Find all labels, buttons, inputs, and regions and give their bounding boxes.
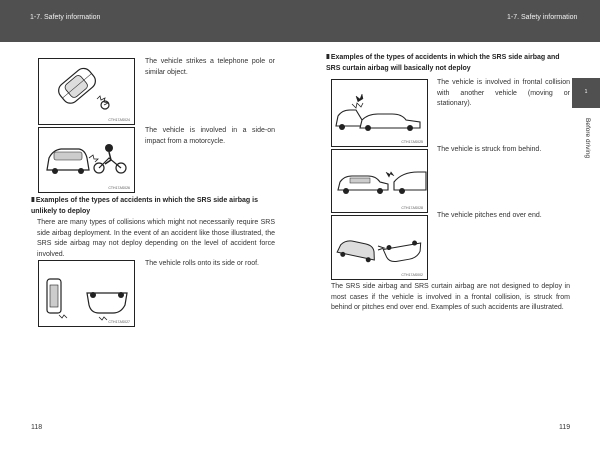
frontal-collision-illustration bbox=[332, 80, 427, 146]
figure-code: CTH17AS026 bbox=[108, 186, 130, 190]
left-paragraph: There are many types of collisions which might not necessarily require SRS side airbag deployment. In the event of an accident like those illustrated, the SRS side airbag may not deploy depending on the level of accident force involved. bbox=[37, 219, 275, 258]
rear-impact-illustration bbox=[332, 150, 427, 212]
page-number-left: 118 bbox=[31, 424, 43, 431]
figure-code: CTH17AS027 bbox=[108, 320, 130, 324]
right-section-title: 1-7. Safety information bbox=[507, 14, 578, 21]
right-heading bbox=[326, 53, 569, 74]
left-heading-text: Examples of the types of accidents in which the SRS side airbag is unlikely to deploy bbox=[31, 197, 258, 215]
figure-rear-impact bbox=[331, 149, 428, 213]
caption-frontal: The vehicle is involved in frontal collision with another vehicle (moving or stationary). bbox=[437, 79, 570, 107]
chapter-tab-number: 1 bbox=[584, 89, 588, 95]
caption-rear: The vehicle is struck from behind. bbox=[437, 146, 542, 153]
left-section-title: 1-7. Safety information bbox=[30, 14, 101, 21]
figure-code: CTH17AS025 bbox=[401, 140, 423, 144]
rollover-illustration bbox=[39, 261, 134, 326]
page-header bbox=[0, 0, 600, 42]
page-number-right: 119 bbox=[559, 424, 571, 431]
chapter-tab bbox=[572, 78, 600, 108]
pole-impact-illustration bbox=[39, 59, 134, 124]
figure-pole-impact bbox=[38, 58, 135, 125]
heading-marker-icon: III bbox=[326, 54, 329, 61]
heading-marker-icon: III bbox=[31, 197, 34, 204]
left-heading bbox=[31, 196, 276, 217]
figure-rollover bbox=[38, 260, 135, 327]
figure-end-over-end bbox=[331, 215, 428, 280]
figure-code: CTH17AS028 bbox=[401, 206, 423, 210]
caption-motorcycle: The vehicle is involved in a side-on impact from a motorcycle. bbox=[145, 127, 275, 145]
figure-motorcycle-impact bbox=[38, 127, 135, 193]
caption-end-over-end: The vehicle pitches end over end. bbox=[437, 212, 542, 219]
figure-code: CTH17AS002 bbox=[401, 273, 423, 277]
right-paragraph: The SRS side airbag and SRS curtain airbag are not designed to deploy in most cases if the vehicle is involved in a frontal collision, is struck from behind or pitches end over end. Examples of such accidents are illustrated. bbox=[331, 283, 570, 311]
caption-pole: The vehicle strikes a telephone pole or similar object. bbox=[145, 58, 275, 76]
figure-frontal-collision bbox=[331, 79, 428, 147]
chapter-tab-label: Before driving bbox=[584, 118, 591, 159]
caption-rollover: The vehicle rolls onto its side or roof. bbox=[145, 260, 259, 267]
end-over-end-illustration bbox=[332, 216, 427, 279]
motorcycle-impact-illustration bbox=[39, 128, 134, 192]
figure-code: CTH17AS024 bbox=[108, 118, 130, 122]
right-heading-text: Examples of the types of accidents in which the SRS side airbag and SRS curtain airbag will basically not deploy bbox=[326, 54, 560, 72]
